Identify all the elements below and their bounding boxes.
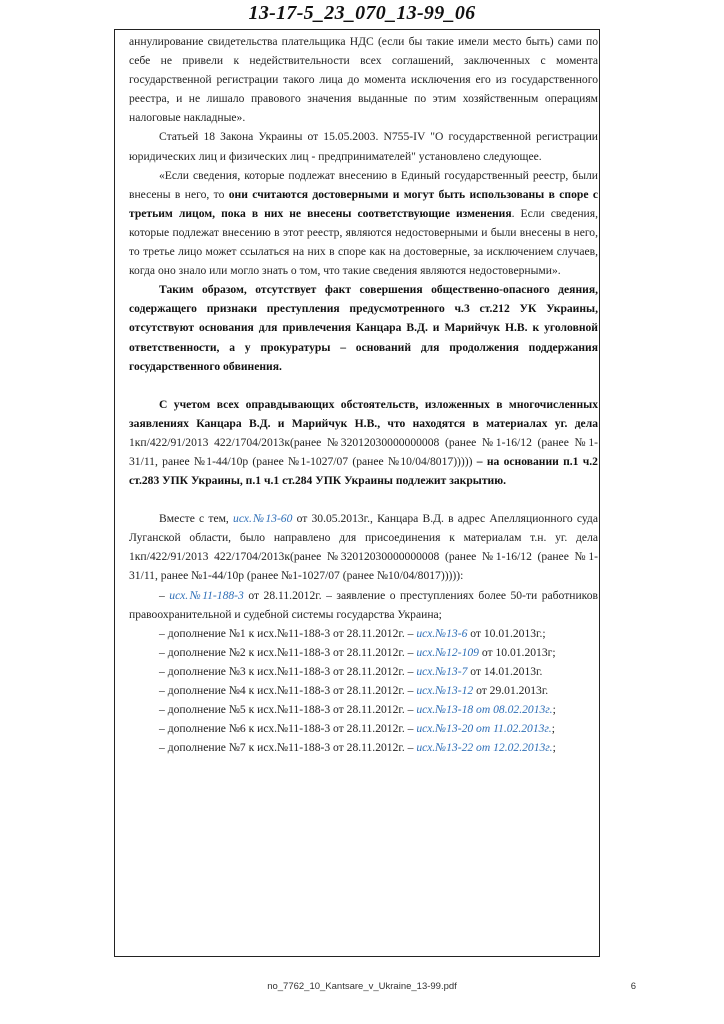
list-item	[129, 719, 598, 738]
document-number: 13-17-5_23_070_13-99_06	[248, 2, 476, 24]
list-item-prefix: – дополнение №3 к исх.№11-188-3 от 28.11.2012г. –	[159, 664, 417, 678]
list-item-prefix: – дополнение №1 к исх.№11-188-3 от 28.11.2012г. –	[159, 626, 417, 640]
spacer	[129, 490, 598, 509]
supplements-list	[129, 586, 598, 758]
reference-link[interactable]: исх.№13-60	[233, 512, 293, 526]
list-item-prefix: – дополнение №5 к исх.№11-188-3 от 28.11.2012г. –	[159, 703, 417, 717]
list-item	[129, 643, 598, 662]
list-item-suffix: от 10.01.2013г;	[478, 645, 556, 659]
reference-link[interactable]: исх.№13-22 от 12.02.2013г.	[416, 741, 553, 755]
list-item-suffix: от 28.11.2012г. – заявление о преступлениях более 50-ти работников правоохранительной и судебной системы государства Украина;	[129, 588, 598, 621]
closure-text-start: С учетом всех оправдывающих обстоятельств, изложенных в многочисленных заявлениях Канцара В.Д. и Марийчук Н.В., что находятся в материалах уг. дела	[129, 397, 598, 430]
reference-link[interactable]: исх.№12-109	[416, 645, 479, 659]
paragraph-law-article-18: Статьей 18 Закона Украины от 15.05.2003. N755-IV "О государственной регистрации юридических лиц и физических лиц - предпринимателей" установлено следующее.	[129, 130, 598, 163]
list-item-prefix: – дополнение №4 к исх.№11-188-3 от 28.11.2012г. –	[159, 684, 417, 697]
closure-case-numbers: 1кп/422/91/2013 422/1704/2013к(ранее №32012030000000008 (ранее №1-16/12 (ранее №1-31/11, ранее №1-44/10р (ранее №1-1027/07 (ранее №10/04/8017)))))	[129, 435, 598, 468]
list-item-prefix: – дополнение №6 к исх.№11-188-3 от 28.11.2012г. –	[159, 722, 417, 736]
reference-link[interactable]: исх.№11-188-3	[169, 588, 244, 602]
quote-text-start: «Если сведения, которые подлежат внесению в Единый государственный реестр, были внесены в него, то	[129, 168, 598, 201]
page-number: 6	[630, 981, 636, 992]
reference-link[interactable]: исх.№13-18 от 08.02.2013г.	[416, 703, 553, 717]
list-item	[129, 738, 598, 757]
footer-filename: no_7762_10_Kantsare_v_Ukraine_13-99.pdf	[267, 981, 457, 992]
spacer	[129, 376, 598, 395]
list-item	[129, 662, 598, 681]
list-item-suffix: от 14.01.2013г.	[467, 664, 543, 678]
closure-text-end: – на основании п.1 ч.2 ст.283 УПК Украины, п.1 ч.1 ст.284 УПК Украины подлежит закрытию.	[129, 454, 598, 488]
paragraph-registry-quote	[129, 166, 598, 281]
list-item	[129, 586, 598, 624]
list-item-prefix: –	[159, 588, 170, 602]
submission-text-end: от 30.05.2013г., Канцара В.Д. в адрес Апелляционного суда Луганской области, было направлено для присоединения к материалам т.н. уг. дела 1кп/422/91/2013 422/1704/2013к(ранее №32012030000000008 (ранее №1-16/12 (ранее №1-31/11, ранее №1-44/10р (ранее №1-1027/07 (ранее №10/04/8017))))):	[129, 512, 598, 583]
list-item-prefix: – дополнение №7 к исх.№11-188-3 от 28.11.2012г. –	[159, 741, 417, 755]
reference-link[interactable]: исх.№13-12	[416, 684, 474, 697]
list-item-suffix: от 10.01.2013г.;	[467, 626, 546, 640]
list-item	[129, 700, 598, 719]
list-item-suffix: ;	[551, 722, 555, 736]
paragraph-closure-request	[129, 395, 598, 490]
paragraph-conclusion: Таким образом, отсутствует факт совершения общественно-опасного деяния, содержащего признаки преступления предусмотренного ч.3 ст.212 УК Украины, отсутствуют основания для привлечения Канцара В.Д. и Марийчук Н.В. к уголовной ответственности, а у прокуратуры – оснований для продолжения поддержания государственного обвинения.	[129, 283, 598, 373]
list-item-suffix: от 29.01.2013г.	[473, 684, 549, 697]
paragraph-submission	[129, 509, 598, 585]
document-body	[129, 32, 598, 757]
reference-link[interactable]: исх.№13-7	[416, 664, 468, 678]
list-item	[129, 624, 598, 643]
paragraph-vat-certificate: аннулирование свидетельства плательщика НДС (если бы такие имели место быть) сами по себе не привели к недействительности всех соглашений, заключенных с момента государственной регистрации такого лица до момента исключения его из государственного реестра, и не лишало правового значения выданные по этим хозяйственным операциям налоговые накладные».	[129, 35, 598, 125]
quote-text-end: . Если сведения, которые подлежат внесению в этот реестр, являются недостоверными и были внесены в него, то третье лицо может ссылаться на них в споре как на достоверные, за исключением случаев, когда оно знало или могло знать о том, что такие сведения являются недостоверными».	[129, 206, 598, 278]
list-item-suffix: ;	[552, 741, 556, 755]
submission-text-start: Вместе с тем,	[159, 512, 234, 526]
list-item	[129, 681, 598, 700]
quote-text-emphasis: они считаются достоверными и могут быть использованы в споре с третьим лицом, пока в них не внесены соответствующие изменения	[129, 187, 598, 220]
reference-link[interactable]: исх.№13-20 от 11.02.2013г.	[416, 722, 552, 736]
reference-link[interactable]: исх.№13-6	[416, 626, 468, 640]
list-item-suffix: ;	[552, 703, 556, 717]
list-item-prefix: – дополнение №2 к исх.№11-188-3 от 28.11.2012г. –	[159, 645, 417, 659]
